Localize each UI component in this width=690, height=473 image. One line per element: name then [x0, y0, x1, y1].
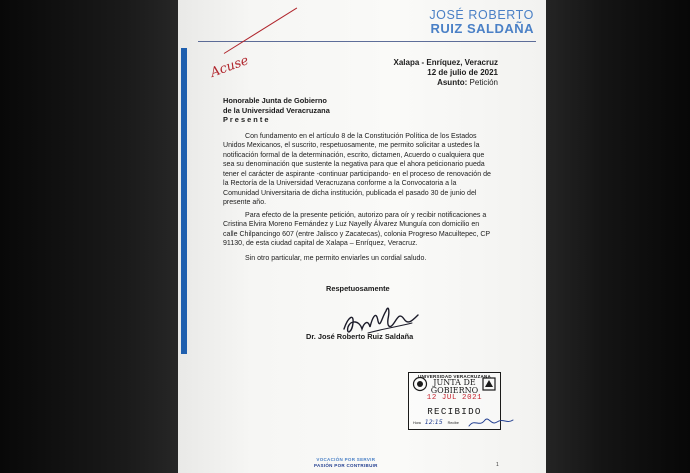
footer-line-1: VOCACIÓN POR SERVIR — [316, 457, 376, 462]
letterhead-last-name: RUIZ SALDAÑA — [430, 20, 534, 36]
body-paragraph-1: Con fundamento en el artículo 8 de la Constitución Política de los Estados Unidos Mexicanos, el suscrito, respetuosamente, me permito solicitar a ustedes la notificación formal de la determinación, escrito, dictamen, Acuerdo o cualquiera que sea su denominación que sustente la negativa para que el ahora peticionario pueda tener el carácter de aspirante -continuar participando- en el proceso de renovación de la Rectoría de la Universidad Veracruzana conforme a la Convocatoria a la Comunidad Universitaria de dicha institución, publicada el pasado 30 de junio del presente año. — [223, 133, 491, 207]
subject-value: Petición — [469, 78, 498, 88]
stamp-hora-value: 12:15 — [424, 419, 443, 426]
stamp-received: RECIBIDO — [427, 406, 482, 417]
stamp-date: 12 JUL 2021 — [426, 394, 483, 402]
page-number: 1 — [496, 462, 499, 468]
handwritten-acuse-note: Acuse — [208, 53, 251, 81]
stamp-junta-line-1: JUNTA DE — [433, 378, 476, 387]
stamp-hora-label: Hora — [413, 421, 421, 425]
letterhead-side-bar — [181, 48, 187, 354]
footer-line-2: PASIÓN POR CONTRIBUIR — [314, 462, 378, 468]
body-paragraph-2: Para efecto de la presente petición, autorizo para oír y recibir notificaciones a Cristina Elvira Moreno Fernández y Luz Nayelly Álvarez Munguía con domicilio en calle Chilpancingo 607 (entre Jalisco y Zacatecas), colonia Progreso Macuiltepec, CP 91130, de esta ciudad capital de Xalapa – Enríquez, Veracruz. — [223, 212, 491, 248]
date-line: 12 de julio de 2021 — [427, 68, 498, 78]
stamp-junta-line-2: GOBIERNO — [430, 385, 479, 395]
addressee-line-3: P r e s e n t e — [223, 115, 269, 124]
place-date-block — [394, 58, 498, 89]
handwritten-red-line — [224, 8, 297, 54]
addressee-line-2: de la Universidad Veracruzana — [223, 105, 330, 115]
right-screen-bezel — [546, 0, 690, 473]
closing-salutation: Respetuosamente — [326, 284, 390, 293]
subject-label: Asunto: — [437, 78, 468, 88]
stamp-junta — [409, 379, 500, 394]
left-screen-bezel — [0, 0, 178, 473]
letterhead-first-name: JOSÉ ROBERTO — [429, 8, 534, 22]
letterhead-footer — [314, 457, 378, 468]
signer-name: Dr. José Roberto Ruiz Saldaña — [306, 332, 414, 341]
stamp-university: UNIVERSIDAD VERACRUZANA — [418, 374, 491, 379]
stamp-recibe-label: Recibe — [447, 421, 459, 425]
stamp-receiver-initials — [467, 414, 515, 430]
addressee-line-1: Honorable Junta de Gobierno — [223, 96, 327, 105]
letter-page — [178, 0, 546, 473]
body-paragraph-3: Sin otro particular, me permito enviarles un cordial saludo. — [245, 255, 427, 262]
letterhead-name — [429, 9, 534, 35]
subject-line — [394, 78, 498, 88]
letterhead-rule — [198, 41, 536, 42]
city-line: Xalapa - Enríquez, Veracruz — [393, 58, 498, 67]
received-stamp — [408, 372, 501, 430]
addressee-block — [223, 96, 330, 125]
